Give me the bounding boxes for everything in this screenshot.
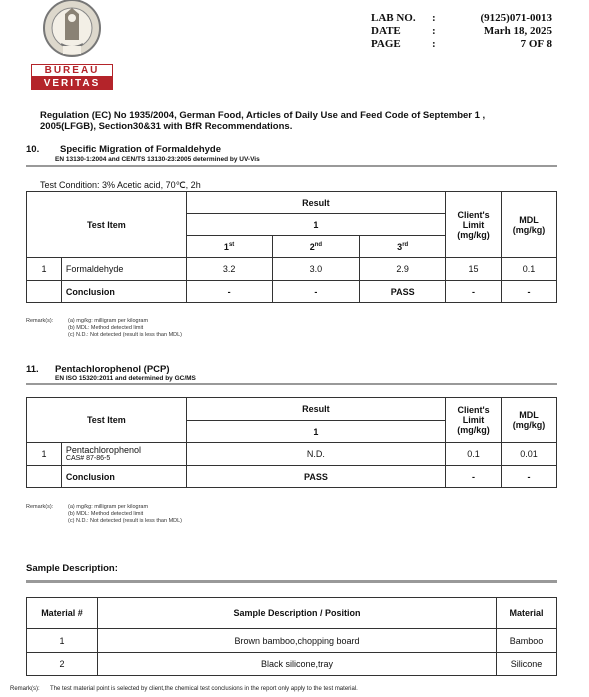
material-header: Material — [497, 598, 557, 629]
lab-no-label: LAB NO. — [371, 12, 416, 24]
date-label: DATE — [371, 25, 401, 37]
material-number: 1 — [27, 629, 98, 653]
conclusion-result: PASS — [186, 466, 445, 488]
result-sample-number: 1 — [186, 421, 445, 443]
test-condition: Test Condition: 3% Acetic acid, 70℃, 2h — [40, 180, 201, 190]
remark-line: (b) MDL: Method detected limit — [68, 511, 144, 517]
conclusion-mdl: - — [502, 281, 557, 303]
trial-suffix: nd — [314, 241, 323, 248]
conclusion-label: Conclusion — [61, 281, 186, 303]
section-10-method: EN 13130-1:2004 and CEN/TS 13130-23:2005 determined by UV-Vis — [55, 156, 260, 163]
sample-description: Black silicone,tray — [97, 653, 496, 676]
conclusion-limit: - — [446, 466, 502, 488]
remark-line: (b) MDL: Method detected limit — [68, 325, 144, 331]
remark-line: (c) N.D.: Not detected (result is less than MDL) — [68, 332, 183, 338]
section-number: 11. — [26, 364, 39, 375]
result-header: Result — [186, 192, 445, 214]
trial-suffix: st — [228, 241, 235, 248]
client-limit: 15 — [446, 258, 502, 281]
mdl-header: MDL (mg/kg) — [502, 398, 557, 443]
client-limit-header: Client's Limit (mg/kg) — [446, 398, 502, 443]
trial-number: 3 — [397, 241, 403, 252]
test-item-header: Test Item — [27, 398, 187, 443]
mdl-value: 0.01 — [502, 443, 557, 466]
table-row — [27, 443, 557, 466]
item-name: Pentachlorophenol — [65, 445, 141, 455]
section-11-method: EN ISO 15320:2011 and determined by GC/MS — [55, 375, 196, 382]
trial-suffix: rd — [402, 241, 409, 248]
header-labels — [371, 12, 416, 51]
empty-cell — [27, 466, 62, 488]
remark-line: (a) mg/kg: milligram per kilogram — [68, 504, 149, 510]
material-number-header: Material # — [27, 598, 98, 629]
page-label: PAGE — [371, 38, 401, 50]
item-cell — [61, 443, 186, 466]
conclusion-label: Conclusion — [61, 466, 186, 488]
remarks-label: Remark(s): — [26, 318, 54, 324]
conclusion-row — [27, 466, 557, 488]
trial-number: 2 — [309, 241, 315, 252]
table-row — [27, 653, 557, 676]
trial-2nd — [272, 236, 360, 258]
test-item-header: Test Item — [27, 192, 187, 258]
conclusion-row — [27, 281, 557, 303]
mdl-value: 0.1 — [502, 258, 557, 281]
section-title: Specific Migration of Formaldehyde — [60, 144, 221, 155]
conclusion-2: - — [272, 281, 360, 303]
seal-icon — [41, 0, 103, 60]
sample-table — [26, 597, 557, 676]
cas-number: CAS# 87-86-5 — [65, 455, 111, 462]
sample-description-title: Sample Description: — [26, 563, 118, 574]
sample-description: Brown bamboo,chopping board — [97, 629, 496, 653]
trial-number: 1 — [223, 241, 229, 252]
header-values — [440, 12, 552, 51]
lab-no-value: (9125)071-0013 — [480, 12, 552, 24]
result-3: 2.9 — [360, 258, 446, 281]
material-type: Bamboo — [497, 629, 557, 653]
result-value: N.D. — [186, 443, 445, 466]
remarks-label: Remark(s): — [26, 504, 54, 510]
section-divider — [26, 165, 557, 167]
page-value: 7 OF 8 — [520, 38, 552, 50]
logo-text-bureau: BUREAU — [31, 64, 113, 77]
item-name: Formaldehyde — [61, 258, 186, 281]
row-number: 1 — [27, 443, 62, 466]
mdl-header: MDL (mg/kg) — [502, 192, 557, 258]
trial-3rd — [360, 236, 446, 258]
section-divider — [26, 580, 557, 583]
client-limit-header: Client's Limit (mg/kg) — [446, 192, 502, 258]
table-row — [27, 258, 557, 281]
footer-remarks-text: The test material point is selected by client,the chemical test conclusions in the report only apply to the test material. — [50, 686, 358, 692]
result-sample-number: 1 — [186, 214, 445, 236]
colon: : — [432, 12, 436, 24]
conclusion-limit: - — [446, 281, 502, 303]
result-header: Result — [186, 398, 445, 421]
colon: : — [432, 38, 436, 50]
pcp-table — [26, 397, 557, 488]
formaldehyde-table — [26, 191, 557, 303]
material-number: 2 — [27, 653, 98, 676]
trial-1st — [186, 236, 272, 258]
section-number: 10. — [26, 144, 40, 155]
empty-cell — [27, 281, 62, 303]
section-10-heading — [0, 144, 589, 156]
colon: : — [432, 25, 436, 37]
result-1: 3.2 — [186, 258, 272, 281]
section-divider — [26, 383, 557, 385]
conclusion-3: PASS — [360, 281, 446, 303]
remark-line: (c) N.D.: Not detected (result is less than MDL) — [68, 518, 183, 524]
section-title: Pentachlorophenol (PCP) — [55, 364, 170, 375]
table-row — [27, 629, 557, 653]
bureau-veritas-logo — [31, 0, 113, 90]
remark-line: (a) mg/kg: milligram per kilogram — [68, 318, 149, 324]
footer-remarks-label: Remark(s): — [10, 686, 40, 692]
client-limit: 0.1 — [446, 443, 502, 466]
header-colons — [432, 12, 436, 51]
description-header: Sample Description / Position — [97, 598, 496, 629]
result-2: 3.0 — [272, 258, 360, 281]
date-value: Marh 18, 2025 — [483, 25, 552, 37]
material-type: Silicone — [497, 653, 557, 676]
row-number: 1 — [27, 258, 62, 281]
conclusion-mdl: - — [502, 466, 557, 488]
logo-text-veritas: VERITAS — [31, 77, 113, 90]
regulation-text: Regulation (EC) No 1935/2004, German Food, Articles of Daily Use and Feed Code of September 1 , 2005(LFGB), Section30&31 with BfR Recommendations. — [40, 110, 486, 132]
conclusion-1: - — [186, 281, 272, 303]
